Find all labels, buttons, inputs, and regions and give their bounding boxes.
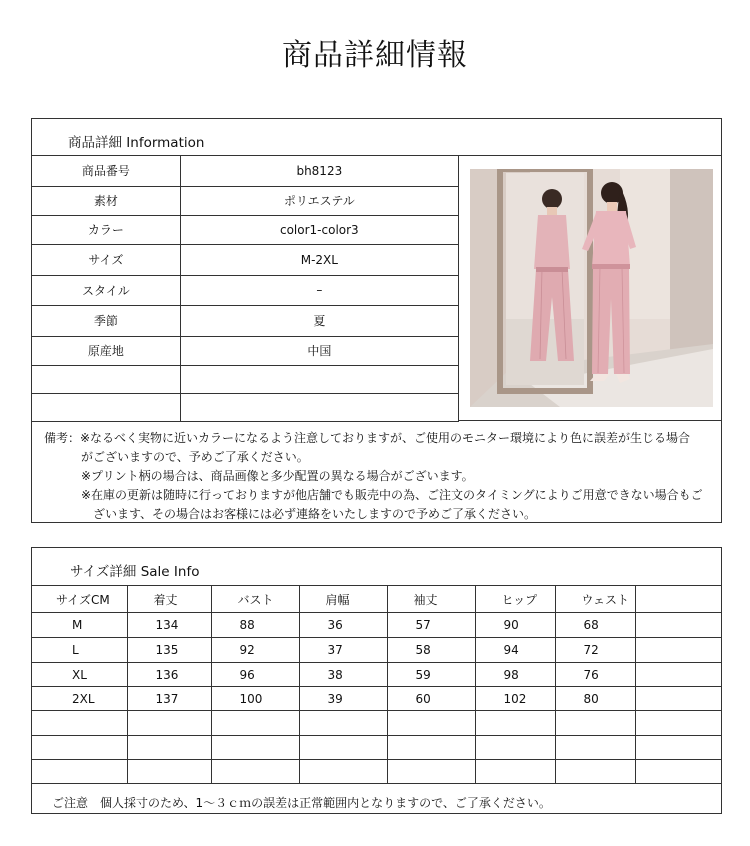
info-label: サイズ: [32, 244, 180, 275]
size-info-box: [31, 547, 722, 814]
info-row: [32, 305, 459, 336]
size-table-header: [32, 586, 721, 612]
info-row: [32, 275, 459, 305]
size-cell: 58: [387, 637, 475, 662]
size-cell: [211, 735, 299, 759]
size-cell: M: [32, 612, 127, 637]
info-row: [32, 156, 459, 186]
size-cell: 90: [475, 612, 555, 637]
size-header-cell: バスト: [211, 586, 299, 612]
size-cell: 60: [387, 686, 475, 710]
size-cell: 39: [299, 686, 387, 710]
size-cell: [32, 759, 127, 783]
size-table-row: [32, 735, 721, 759]
note-line: ※在庫の更新は随時に行っておりますが他店舗でも販売中の為、ご注文のタイミングによりご用意できない場合もご: [81, 488, 703, 502]
size-cell: [555, 710, 635, 735]
size-cell: [299, 710, 387, 735]
size-cell: [635, 710, 721, 735]
size-cell: [211, 710, 299, 735]
product-info-box: [31, 118, 722, 523]
size-cell: [127, 759, 211, 783]
size-cell: [475, 735, 555, 759]
size-cell: 72: [555, 637, 635, 662]
info-row: [32, 365, 459, 393]
size-table-row: [32, 637, 721, 662]
info-row: [32, 393, 459, 421]
size-cell: [387, 759, 475, 783]
size-header-cell: 袖丈: [387, 586, 475, 612]
size-cell: 59: [387, 662, 475, 686]
size-table-row: [32, 759, 721, 783]
info-label: カラー: [32, 215, 180, 244]
note-line: がございますので、予めご了承ください。: [81, 450, 309, 464]
info-row: [32, 244, 459, 275]
info-row: [32, 186, 459, 215]
size-cell: 2XL: [32, 686, 127, 710]
notes-block: [44, 429, 703, 524]
size-cell: 96: [211, 662, 299, 686]
size-header-cell: [635, 586, 721, 612]
size-section-heading: サイズ詳細 Sale Info: [70, 564, 200, 580]
size-cell: [475, 759, 555, 783]
size-cell: 38: [299, 662, 387, 686]
info-value: [180, 393, 458, 421]
info-row: [32, 336, 459, 365]
page-title: 商品詳細情報: [282, 38, 468, 73]
info-value: –: [180, 275, 458, 305]
size-cell: 88: [211, 612, 299, 637]
size-table-row: [32, 662, 721, 686]
size-cell: [475, 710, 555, 735]
size-cell: XL: [32, 662, 127, 686]
size-cell: 57: [387, 612, 475, 637]
size-cell: 94: [475, 637, 555, 662]
info-label: [32, 393, 180, 421]
size-table-row: [32, 686, 721, 710]
size-table-row: [32, 710, 721, 735]
note-line: ※プリント柄の場合は、商品画像と多少配置の異なる場合がございます。: [81, 469, 474, 483]
size-header-cell: サイズCM: [32, 586, 127, 612]
size-cell: 36: [299, 612, 387, 637]
info-label: 季節: [32, 305, 180, 336]
size-table-row: [32, 612, 721, 637]
info-value: [180, 365, 458, 393]
size-cell: [387, 735, 475, 759]
size-cell: 80: [555, 686, 635, 710]
size-cell: 92: [211, 637, 299, 662]
size-header-cell: 着丈: [127, 586, 211, 612]
size-cell: 135: [127, 637, 211, 662]
info-value: color1-color3: [180, 215, 458, 244]
size-cell: 137: [127, 686, 211, 710]
size-cell: [127, 735, 211, 759]
size-cell: [555, 735, 635, 759]
info-label: 原産地: [32, 336, 180, 365]
size-cell: L: [32, 637, 127, 662]
size-cell: [635, 637, 721, 662]
note-line: ざいます、その場合はお客様には必ず連絡をいたしますので予めご了承ください。: [93, 507, 537, 521]
size-cell: [32, 735, 127, 759]
note-line: 備考：※なるべく実物に近いカラーになるよう注意しておりますが、ご使用のモニター環境により色に誤差が生じる場合: [44, 431, 691, 445]
info-value: ポリエステル: [180, 186, 458, 215]
product-info-table: [32, 156, 459, 422]
info-value: M-2XL: [180, 244, 458, 275]
info-section-header: [32, 119, 721, 156]
size-cell: 136: [127, 662, 211, 686]
size-cell: [299, 735, 387, 759]
size-cell: 68: [555, 612, 635, 637]
size-cell: [299, 759, 387, 783]
info-label: 商品番号: [32, 156, 180, 186]
size-footer-note: ご注意 個人採寸のため、1～３ｃｍの誤差は正常範囲内となりますので、ご了承ください。: [52, 796, 551, 810]
size-cell: [387, 710, 475, 735]
size-cell: [211, 759, 299, 783]
size-cell: [555, 759, 635, 783]
info-label: [32, 365, 180, 393]
size-cell: [635, 662, 721, 686]
size-cell: 102: [475, 686, 555, 710]
product-photo-cell: [458, 156, 721, 421]
info-label: スタイル: [32, 275, 180, 305]
size-cell: 98: [475, 662, 555, 686]
info-row: [32, 215, 459, 244]
size-table: [32, 586, 721, 784]
size-header-cell: ウェスト: [555, 586, 635, 612]
info-label: 素材: [32, 186, 180, 215]
info-section-heading: 商品詳細 Information: [68, 135, 205, 151]
size-cell: [635, 612, 721, 637]
size-header-cell: 肩幅: [299, 586, 387, 612]
size-cell: 76: [555, 662, 635, 686]
size-cell: [635, 686, 721, 710]
size-cell: 37: [299, 637, 387, 662]
info-value: 夏: [180, 305, 458, 336]
product-photo: [470, 169, 713, 407]
size-cell: [635, 735, 721, 759]
info-value: 中国: [180, 336, 458, 365]
size-cell: [635, 759, 721, 783]
size-cell: 100: [211, 686, 299, 710]
info-value: bh8123: [180, 156, 458, 186]
size-header-cell: ヒップ: [475, 586, 555, 612]
size-cell: [32, 710, 127, 735]
size-cell: 134: [127, 612, 211, 637]
size-cell: [127, 710, 211, 735]
size-section-header: [32, 548, 721, 586]
